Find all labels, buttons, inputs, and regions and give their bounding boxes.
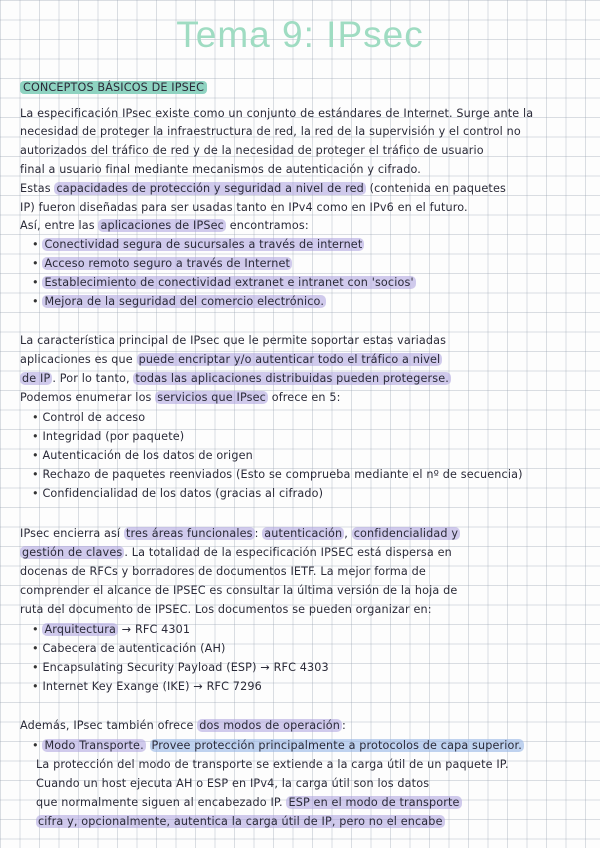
p1-line-5-c: (contenida en paquetes [369, 182, 506, 195]
doc-rfc-3: RFC 4303 [273, 661, 329, 674]
bullet-dot-icon: • [32, 680, 39, 693]
p1-line-7-c: encontramos: [229, 219, 309, 232]
service-item-2: Integridad (por paquete) [42, 430, 185, 443]
p3-line-1-e: , [344, 527, 348, 540]
app-item-4: Mejora de la seguridad del comercio electrónico. [44, 295, 325, 308]
p4-line-5 [36, 796, 462, 809]
p4-line-6 [36, 815, 445, 828]
p3-line-3: docenas de RFCs y borradores de documentos IETF. La mejor forma de [20, 565, 426, 578]
doc-name-4: Internet Key Exange (IKE) [42, 680, 190, 693]
p3-highlight-confidencialidad: confidencialidad y [353, 527, 459, 540]
p4-highlight-cifra: cifra y, opcionalmente, autentica la carga útil de IP, pero no el encabe [38, 815, 443, 828]
p1-line-2: necesidad de proteger la infraestructura de red, la red de la supervisión y el control no [20, 125, 521, 138]
bullet-dot-icon: • [32, 430, 39, 443]
p2-highlight-todas: todas las aplicaciones distribuidas pueden protegerse. [135, 372, 449, 385]
bullet-dot-icon: • [32, 257, 39, 270]
list-item [32, 449, 253, 462]
bullet-dot-icon: • [32, 468, 39, 481]
p4-line-5-a: que normalmente siguen al encabezado IP. [36, 796, 283, 809]
p2-line-4-c: ofrece en 5: [271, 391, 341, 404]
p3-line-2-b: . La totalidad de la especificación IPSEC está dispersa en [124, 546, 452, 559]
p4-line-1-a: Además, IPsec también ofrece [20, 719, 194, 732]
service-item-5: Confidencialidad de los datos (gracias al cifrado) [42, 487, 324, 500]
bullet-dot-icon: • [32, 739, 39, 752]
p2-highlight-de-ip: de IP [22, 372, 51, 385]
page-title: Tema 9: IPsec [176, 14, 424, 55]
p1-line-3: autorizados del tráfico de red y de la necesidad de proteger el tráfico de usuario [20, 144, 484, 157]
p3-line-2 [20, 546, 452, 559]
doc-name-1: Arquitectura [44, 623, 116, 636]
p1-line-7 [20, 219, 309, 232]
bullet-dot-icon: • [32, 661, 39, 674]
p2-highlight-encriptar: puede encriptar y/o autenticar todo el tráfico a nivel [138, 353, 441, 366]
p4-highlight-modos: dos modos de operación [199, 719, 340, 732]
list-item [32, 257, 292, 270]
list-item [32, 487, 323, 500]
p1-line-6: IP) fueron diseñadas para ser usadas tanto en IPv4 como en IPv6 en el futuro. [20, 201, 468, 214]
arrow-right-icon: → [193, 680, 203, 693]
p2-line-1: La característica principal de IPsec que le permite soportar estas variadas [20, 334, 447, 347]
list-item [32, 739, 524, 752]
p4-line-1 [20, 719, 346, 732]
p1-line-7-a: Así, entre las [20, 219, 95, 232]
service-item-3: Autenticación de los datos de origen [42, 449, 253, 462]
p2-highlight-servicios: servicios que IPsec [157, 391, 266, 404]
p4-line-4: Cuando un host ejecuta AH o ESP en IPv4, la carga útil son los datos [36, 777, 430, 790]
bullet-dot-icon: • [32, 411, 39, 424]
p3-line-1-a: IPsec encierra así [20, 527, 121, 540]
p4-highlight-modo-transporte: Modo Transporte. [44, 739, 144, 752]
bullet-dot-icon: • [32, 642, 39, 655]
p2-line-2 [20, 353, 442, 366]
doc-rfc-4: RFC 7296 [206, 680, 262, 693]
list-item [32, 661, 329, 674]
p3-line-1 [20, 527, 460, 540]
doc-name-2: Cabecera de autenticación (AH) [42, 642, 226, 655]
p4-highlight-esp: ESP en el modo de transporte [288, 796, 460, 809]
p3-line-1-c: : [254, 527, 259, 540]
doc-rfc-1: RFC 4301 [134, 623, 191, 636]
list-item [32, 642, 226, 655]
bullet-dot-icon: • [32, 487, 39, 500]
p3-line-5: ruta del documento de IPSEC. Los documentos se pueden organizar en: [20, 603, 432, 616]
service-item-1: Control de acceso [42, 411, 146, 424]
list-item [32, 411, 145, 424]
arrow-right-icon: → [260, 661, 270, 674]
p2-line-2-a: aplicaciones es que [20, 353, 133, 366]
list-item [32, 468, 523, 481]
section-heading [20, 81, 207, 94]
p1-line-5 [20, 182, 506, 195]
p1-line-1: La especificación IPsec existe como un conjunto de estándares de Internet. Surge ante la [20, 107, 534, 120]
arrow-right-icon: → [121, 623, 132, 636]
app-item-3: Establecimiento de conectividad extranet e intranet con 'socios' [44, 276, 414, 289]
p3-highlight-autenticacion: autenticación [264, 527, 343, 540]
service-item-4: Rechazo de paquetes reenviados (Esto se comprueba mediante el nº de secuencia) [42, 468, 523, 481]
list-item [32, 430, 184, 443]
app-item-1: Conectividad segura de sucursales a través de internet [44, 238, 363, 251]
p3-highlight-gestion: gestión de claves [22, 546, 123, 559]
bullet-dot-icon: • [32, 449, 39, 462]
bullet-dot-icon: • [32, 295, 39, 308]
p2-line-3-b: . Por lo tanto, [52, 372, 130, 385]
list-item [32, 276, 416, 289]
bullet-dot-icon: • [32, 623, 39, 636]
list-item [32, 623, 190, 636]
p4-highlight-provee: Provee protección principalmente a protocolos de capa superior. [151, 739, 522, 752]
p1-highlight-capacidades: capacidades de protección y seguridad a nivel de red [56, 182, 364, 195]
p2-line-3 [20, 372, 451, 385]
doc-name-3: Encapsulating Security Payload (ESP) [42, 661, 257, 674]
bullet-dot-icon: • [32, 276, 39, 289]
p1-highlight-aplicaciones: aplicaciones de IPSec [100, 219, 224, 232]
bullet-dot-icon: • [32, 238, 39, 251]
list-item [32, 680, 262, 693]
p2-line-4-a: Podemos enumerar los [20, 391, 152, 404]
p2-line-4 [20, 391, 341, 404]
p1-line-4: final a usuario final mediante mecanismos de autenticación y cifrado. [20, 163, 421, 176]
list-item [32, 295, 326, 308]
section-heading-text: CONCEPTOS BÁSICOS DE IPSEC [20, 81, 207, 94]
app-item-2: Acceso remoto seguro a través de Internet [44, 257, 291, 270]
p4-line-1-c: : [342, 719, 346, 732]
p3-highlight-areas: tres áreas funcionales [126, 527, 253, 540]
p4-line-3: La protección del modo de transporte se extiende a la carga útil de un paquete IP. [36, 758, 509, 771]
list-item [32, 238, 364, 251]
p1-line-5-a: Estas [20, 182, 51, 195]
p3-line-4: comprender el alcance de IPSEC es consultar la última versión de la hoja de [20, 584, 458, 597]
